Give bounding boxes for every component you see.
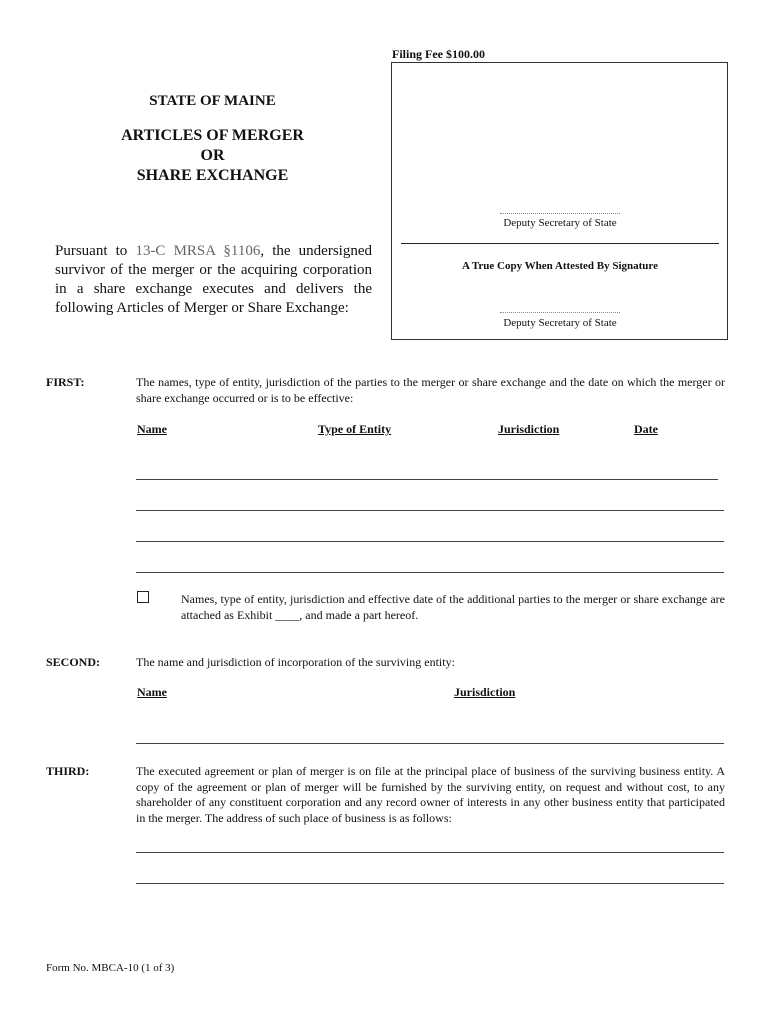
second-col-name: Name — [137, 685, 167, 699]
intro-paragraph — [55, 242, 372, 318]
box-divider — [401, 243, 719, 244]
first-col-jurisdiction: Jurisdiction — [498, 422, 560, 436]
filing-fee: Filing Fee $100.00 — [392, 47, 485, 61]
first-entry-line-3[interactable] — [136, 541, 724, 542]
first-entry-line-4[interactable] — [136, 572, 724, 573]
signature-line-1 — [500, 213, 620, 214]
true-copy-text: A True Copy When Attested By Signature — [462, 260, 658, 272]
third-address-line-1[interactable] — [136, 852, 724, 853]
official-use-box — [391, 62, 728, 340]
first-entry-line-1[interactable] — [136, 479, 718, 480]
intro-post: , the undersigned survivor of the merger or the acquiring corporation in a share exchange executes and delivers the following Articles of Merger or Share Exchange: — [55, 243, 372, 316]
second-label: SECOND: — [46, 655, 101, 669]
form-title-line-1: ARTICLES OF MERGER — [121, 127, 304, 144]
signature-line-2 — [500, 312, 620, 313]
form-title-line-3: SHARE EXCHANGE — [136, 167, 289, 184]
exhibit-checkbox-text: Names, type of entity, jurisdiction and effective date of the additional parties to the merger or share exchange are attached as Exhibit ____, and made a part hereof. — [181, 592, 725, 622]
deputy-secretary-label-1: Deputy Secretary of State — [503, 217, 617, 229]
form-number: Form No. MBCA-10 (1 of 3) — [46, 962, 175, 974]
second-entry-line[interactable] — [136, 743, 724, 744]
second-text: The name and jurisdiction of incorporation of the surviving entity: — [136, 655, 455, 669]
second-col-jurisdiction: Jurisdiction — [454, 685, 516, 699]
first-text: The names, type of entity, jurisdiction of the parties to the merger or share exchange and the date on which the merger or share exchange occurred or is to be effective: — [136, 375, 725, 405]
third-address-line-2[interactable] — [136, 883, 724, 884]
statute-citation: 13-C MRSA §1106 — [135, 243, 261, 259]
exhibit-checkbox[interactable] — [137, 591, 149, 603]
form-title-line-2: OR — [200, 147, 225, 164]
first-label: FIRST: — [46, 375, 85, 389]
intro-pre: Pursuant to — [55, 243, 136, 259]
state-title: STATE OF MAINE — [149, 93, 276, 109]
first-col-type: Type of Entity — [318, 422, 392, 436]
deputy-secretary-label-2: Deputy Secretary of State — [503, 317, 617, 329]
form-title — [60, 126, 365, 186]
first-col-date: Date — [634, 422, 658, 436]
third-text: The executed agreement or plan of merger is on file at the principal place of business of the surviving business entity. A copy of the agreement or plan of merger will be furnished by the surviving entity, on request and without cost, to any shareholder of any constituent corporation and any record owner of interests in any other business entity that participated in the merger. The address of such place of business is as follows: — [136, 764, 725, 825]
first-entry-line-2[interactable] — [136, 510, 724, 511]
third-label: THIRD: — [46, 764, 90, 778]
first-col-name: Name — [137, 422, 167, 436]
